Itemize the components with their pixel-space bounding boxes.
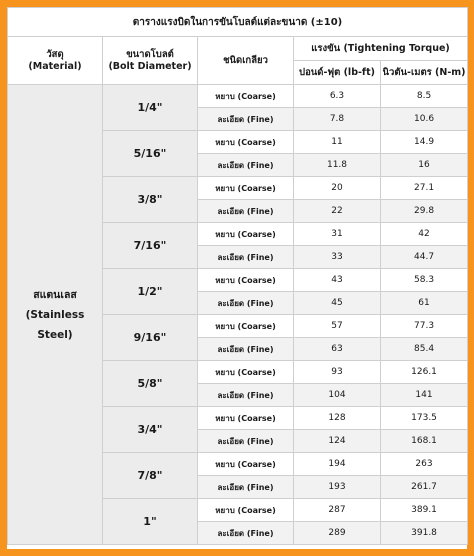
lbft-value-cell: 93	[294, 361, 381, 384]
lbft-value-cell: 193	[294, 476, 381, 499]
diameter-header	[103, 37, 198, 85]
thread-type-cell: หยาบ (Coarse)	[198, 223, 294, 246]
nm-value-cell: 173.5	[381, 407, 468, 430]
torque-header: แรงขัน (Tightening Torque)	[294, 37, 468, 61]
material-cell	[8, 85, 103, 545]
thread-type-cell: หยาบ (Coarse)	[198, 177, 294, 200]
thread-header: ชนิดเกลียว	[198, 37, 294, 85]
nm-value-cell: 44.7	[381, 246, 468, 269]
nm-value-cell: 29.8	[381, 200, 468, 223]
nm-value-cell: 391.8	[381, 522, 468, 545]
lbft-value-cell: 20	[294, 177, 381, 200]
nm-value-cell: 141	[381, 384, 468, 407]
thread-type-cell: ละเอียด (Fine)	[198, 338, 294, 361]
lbft-value-cell: 7.8	[294, 108, 381, 131]
lbft-value-cell: 289	[294, 522, 381, 545]
thread-type-cell: หยาบ (Coarse)	[198, 85, 294, 108]
material-header	[8, 37, 103, 85]
material-text-en2: Steel)	[37, 328, 73, 341]
lbft-value-cell: 128	[294, 407, 381, 430]
torque-table-sheet	[7, 7, 467, 549]
bolt-size-cell: 1"	[103, 499, 198, 545]
thread-type-cell: หยาบ (Coarse)	[198, 269, 294, 292]
nm-value-cell: 85.4	[381, 338, 468, 361]
nm-value-cell: 58.3	[381, 269, 468, 292]
thread-type-cell: ละเอียด (Fine)	[198, 384, 294, 407]
nm-value-cell: 16	[381, 154, 468, 177]
thread-type-cell: ละเอียด (Fine)	[198, 476, 294, 499]
material-header-th: วัสดุ	[46, 48, 64, 60]
table-title: ตารางแรงบิดในการขันโบลต์แต่ละขนาด (±10)	[8, 8, 468, 37]
lbft-value-cell: 104	[294, 384, 381, 407]
thread-type-cell: หยาบ (Coarse)	[198, 315, 294, 338]
thread-type-cell: ละเอียด (Fine)	[198, 246, 294, 269]
bolt-size-cell: 3/8"	[103, 177, 198, 223]
nm-value-cell: 126.1	[381, 361, 468, 384]
lbft-header: ปอนด์-ฟุต (lb-ft)	[294, 61, 381, 85]
bolt-size-cell: 3/4"	[103, 407, 198, 453]
lbft-value-cell: 11.8	[294, 154, 381, 177]
thread-type-cell: หยาบ (Coarse)	[198, 407, 294, 430]
nm-value-cell: 27.1	[381, 177, 468, 200]
lbft-value-cell: 45	[294, 292, 381, 315]
lbft-value-cell: 287	[294, 499, 381, 522]
nm-header: นิวตัน-เมตร (N-m)	[381, 61, 468, 85]
torque-table-body	[8, 85, 468, 545]
thread-type-cell: ละเอียด (Fine)	[198, 154, 294, 177]
material-text-en1: (Stainless	[25, 308, 85, 321]
nm-value-cell: 14.9	[381, 131, 468, 154]
bolt-size-cell: 1/4"	[103, 85, 198, 131]
nm-value-cell: 42	[381, 223, 468, 246]
lbft-value-cell: 22	[294, 200, 381, 223]
thread-type-cell: หยาบ (Coarse)	[198, 131, 294, 154]
lbft-value-cell: 6.3	[294, 85, 381, 108]
thread-type-cell: ละเอียด (Fine)	[198, 108, 294, 131]
lbft-value-cell: 194	[294, 453, 381, 476]
nm-value-cell: 77.3	[381, 315, 468, 338]
lbft-value-cell: 11	[294, 131, 381, 154]
nm-value-cell: 261.7	[381, 476, 468, 499]
bolt-size-cell: 5/8"	[103, 361, 198, 407]
bolt-size-cell: 9/16"	[103, 315, 198, 361]
diameter-header-th: ขนาดโบลต์	[126, 48, 174, 60]
nm-value-cell: 168.1	[381, 430, 468, 453]
lbft-value-cell: 57	[294, 315, 381, 338]
lbft-value-cell: 63	[294, 338, 381, 361]
thread-type-cell: หยาบ (Coarse)	[198, 499, 294, 522]
bolt-size-cell: 7/16"	[103, 223, 198, 269]
nm-value-cell: 61	[381, 292, 468, 315]
thread-type-cell: ละเอียด (Fine)	[198, 292, 294, 315]
lbft-value-cell: 33	[294, 246, 381, 269]
bolt-size-cell: 5/16"	[103, 131, 198, 177]
material-header-en: (Material)	[28, 60, 82, 72]
nm-value-cell: 10.6	[381, 108, 468, 131]
lbft-value-cell: 43	[294, 269, 381, 292]
nm-value-cell: 263	[381, 453, 468, 476]
bolt-size-cell: 1/2"	[103, 269, 198, 315]
material-text-th: สแตนเลส	[33, 288, 77, 301]
diameter-header-en: (Bolt Diameter)	[108, 60, 192, 72]
nm-value-cell: 8.5	[381, 85, 468, 108]
thread-type-cell: หยาบ (Coarse)	[198, 361, 294, 384]
bolt-size-cell: 7/8"	[103, 453, 198, 499]
table-row	[8, 85, 468, 108]
lbft-value-cell: 31	[294, 223, 381, 246]
thread-type-cell: ละเอียด (Fine)	[198, 200, 294, 223]
thread-type-cell: ละเอียด (Fine)	[198, 522, 294, 545]
lbft-value-cell: 124	[294, 430, 381, 453]
torque-table	[7, 7, 468, 545]
nm-value-cell: 389.1	[381, 499, 468, 522]
thread-type-cell: ละเอียด (Fine)	[198, 430, 294, 453]
thread-type-cell: หยาบ (Coarse)	[198, 453, 294, 476]
